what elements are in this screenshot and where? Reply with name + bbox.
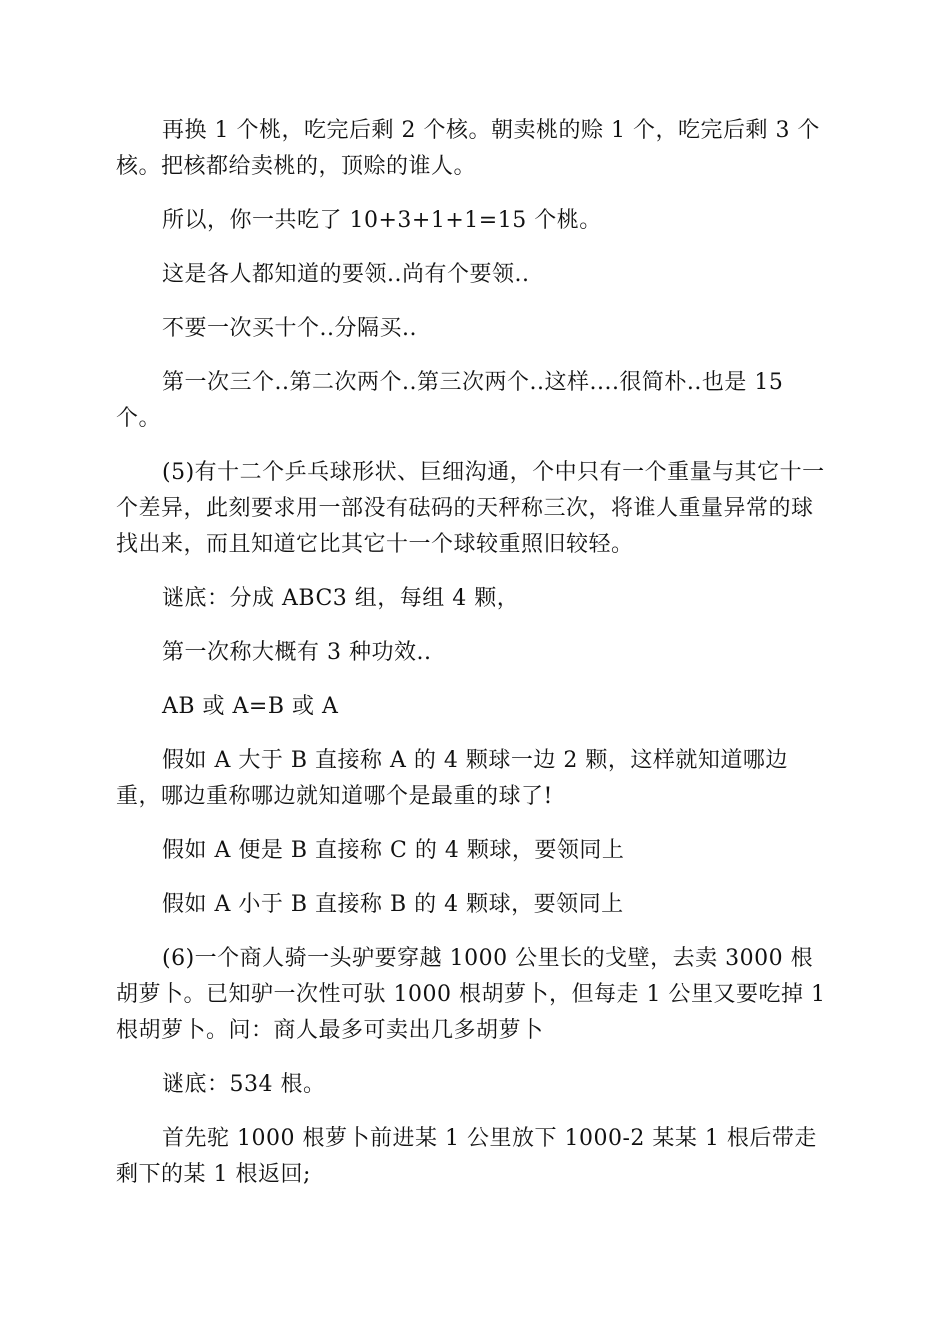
paragraph: 假如 A 小于 B 直接称 B 的 4 颗球，要领同上 [162,892,624,917]
paragraph: 第一次三个..第二次两个..第三次两个..这样....很简朴..也是 15 个。 [116,370,784,431]
paragraph: 不要一次买十个..分隔买.. [162,316,417,341]
paragraph: 谜底：分成 ABC3 组，每组 4 颗， [162,586,520,611]
document-body [116,113,832,1211]
paragraph: (5)有十二个乒乓球形状、巨细沟通，个中只有一个重量与其它十一个差异，此刻要求用一部没有砝码的天秤称三次，将谁人重量异常的球找出来，而且知道它比其它十一个球较重照旧较轻。 [116,460,825,557]
paragraph: 所以，你一共吃了 10+3+1+1=15 个桃。 [162,208,602,233]
paragraph: 这是各人都知道的要领..尚有个要领.. [162,262,530,287]
paragraph: 再换 1 个桃，吃完后剩 2 个核。朝卖桃的赊 1 个，吃完后剩 3 个核。把核都给卖桃的，顶赊的谁人。 [116,118,820,179]
paragraph: AB 或 A=B 或 A [162,694,339,719]
paragraph: 假如 A 大于 B 直接称 A 的 4 颗球一边 2 颗，这样就知道哪边重，哪边重称哪边就知道哪个是最重的球了! [116,748,788,809]
paragraph: 首先驼 1000 根萝卜前进某 1 公里放下 1000-2 某某 1 根后带走剩下的某 1 根返回; [116,1126,817,1187]
paragraph: 谜底：534 根。 [162,1072,326,1097]
paragraph: (6)一个商人骑一头驴要穿越 1000 公里长的戈壁，去卖 3000 根胡萝卜。已知驴一次性可驮 1000 根胡萝卜，但每走 1 公里又要吃掉 1 根胡萝卜。问：商人最多可卖出几多胡萝卜 [116,946,826,1043]
paragraph: 假如 A 便是 B 直接称 C 的 4 颗球，要领同上 [162,838,625,863]
paragraph: 第一次称大概有 3 种功效.. [162,640,432,665]
